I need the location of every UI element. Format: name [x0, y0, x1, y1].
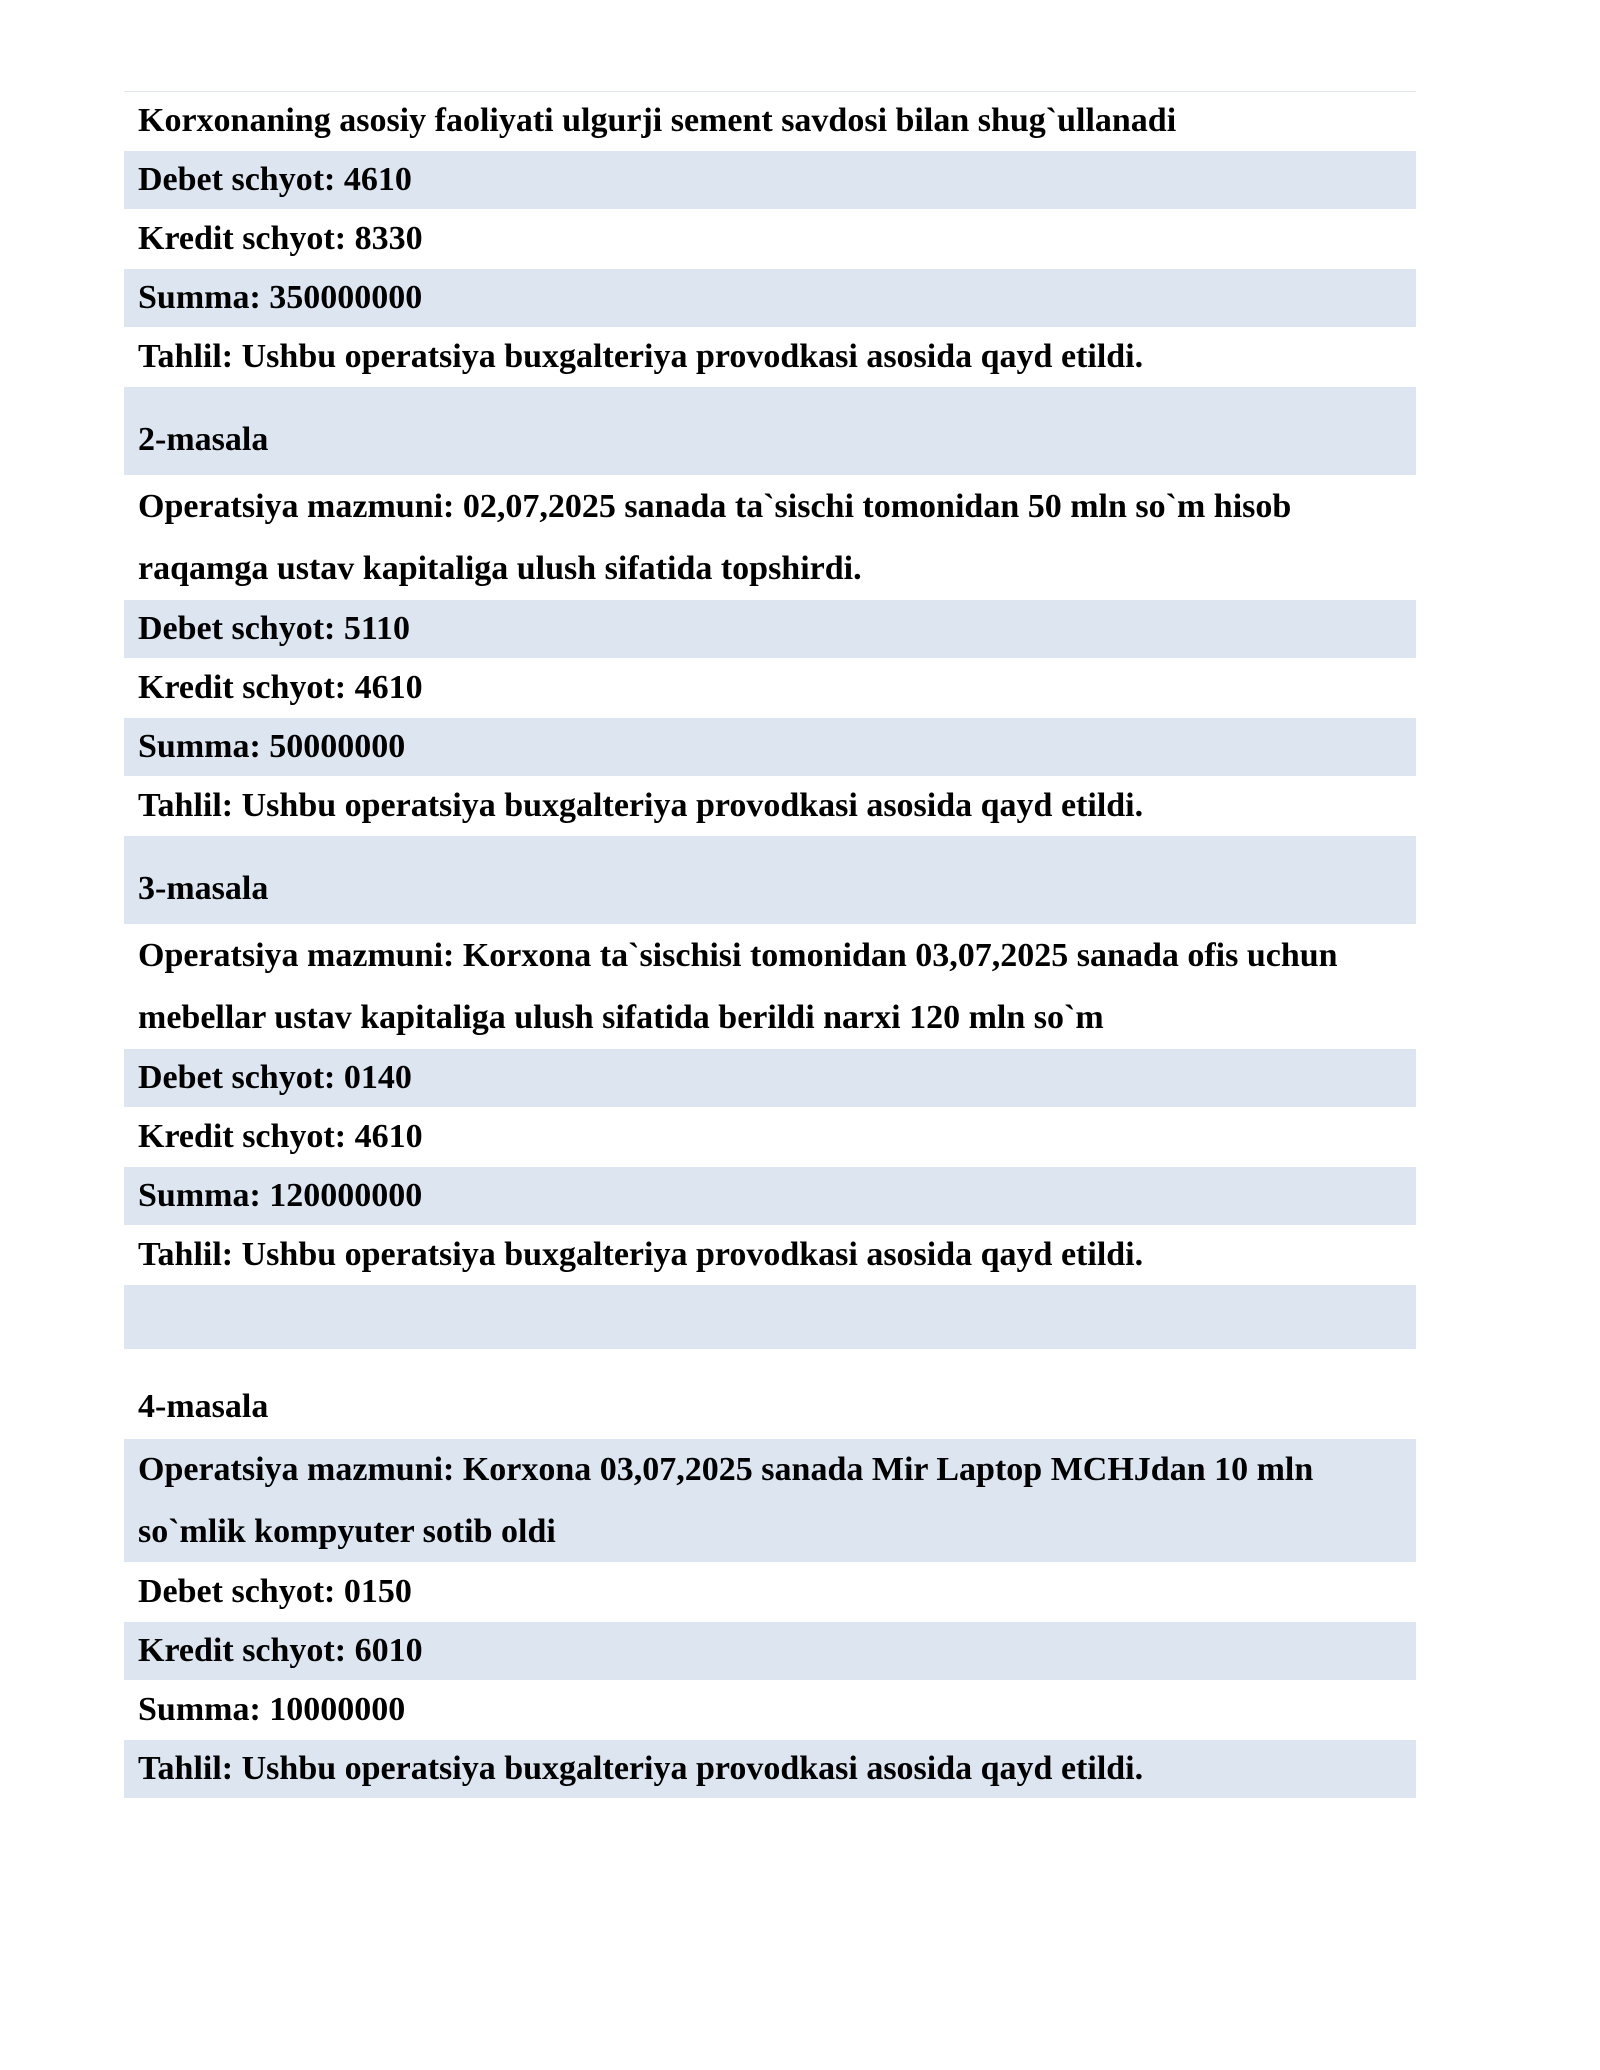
row-text: Korxonaning asosiy faoliyati ulgurji sement savdosi bilan shug`ullanadi: [138, 102, 1177, 139]
row-text: Tahlil: Ushbu operatsiya buxgalteriya provodkasi asosida qayd etildi.: [138, 1750, 1144, 1787]
table-row-operation: [124, 476, 1416, 600]
table-row-operation: [124, 1439, 1416, 1563]
row-text: Tahlil: Ushbu operatsiya buxgalteriya provodkasi asosida qayd etildi.: [138, 1236, 1144, 1273]
row-text: Debet schyot: 0150: [138, 1573, 412, 1610]
row-text: Summa: 10000000: [138, 1691, 406, 1728]
row-text: Debet schyot: 0140: [138, 1059, 412, 1096]
table-row-credit: [124, 1622, 1416, 1681]
table-row-credit: [124, 210, 1416, 269]
row-text: Operatsiya mazmuni: Korxona 03,07,2025 sanada Mir Laptop MCHJdan 10 mln so`mlik kompyuter sotib oldi: [138, 1450, 1314, 1550]
row-text: Debet schyot: 5110: [138, 610, 410, 647]
table-row-analysis: [124, 777, 1416, 836]
row-text: Debet schyot: 4610: [138, 161, 412, 198]
table-row-debit: [124, 151, 1416, 210]
table-row-analysis: [124, 1740, 1416, 1799]
table-row-sum: [124, 269, 1416, 328]
table-row-debit: [124, 1049, 1416, 1108]
table-row-activity: [124, 92, 1416, 151]
table-row-sum: [124, 718, 1416, 777]
table-row-problem-heading: [124, 836, 1416, 925]
table-row-credit: [124, 659, 1416, 718]
table-row-analysis: [124, 1226, 1416, 1285]
table-row-analysis: [124, 328, 1416, 387]
row-text: Tahlil: Ushbu operatsiya buxgalteriya provodkasi asosida qayd etildi.: [138, 338, 1144, 375]
row-text: Operatsiya mazmuni: 02,07,2025 sanada ta`sischi tomonidan 50 mln so`m hisob raqamga ustav kapitaliga ulush sifatida topshirdi.: [138, 487, 1292, 587]
table-row-sum: [124, 1681, 1416, 1740]
table-row-credit: [124, 1108, 1416, 1167]
table-row-problem-heading: [124, 387, 1416, 476]
problem-heading: 2-masala: [138, 421, 269, 458]
row-text: Summa: 350000000: [138, 279, 423, 316]
table-row-debit: [124, 1563, 1416, 1622]
row-text: Kredit schyot: 4610: [138, 1118, 423, 1155]
table-row-debit: [124, 600, 1416, 659]
row-text: Operatsiya mazmuni: Korxona ta`sischisi tomonidan 03,07,2025 sanada ofis uchun mebellar ustav kapitaliga ulush sifatida berildi narxi 120 mln so`m: [138, 936, 1338, 1036]
problem-heading: 3-masala: [138, 870, 269, 907]
row-text: Summa: 120000000: [138, 1177, 423, 1214]
row-text: Kredit schyot: 6010: [138, 1632, 423, 1669]
problem-heading: 4-masala: [138, 1388, 269, 1425]
row-text: Summa: 50000000: [138, 728, 406, 765]
row-text: Kredit schyot: 8330: [138, 220, 423, 257]
journal-table: [124, 91, 1416, 1799]
row-text: Tahlil: Ushbu operatsiya buxgalteriya provodkasi asosida qayd etildi.: [138, 787, 1144, 824]
row-text: Kredit schyot: 4610: [138, 669, 423, 706]
table-row-empty: [124, 1285, 1416, 1350]
table-row-operation: [124, 925, 1416, 1049]
table-row-sum: [124, 1167, 1416, 1226]
table-row-problem-heading: [124, 1350, 1416, 1439]
